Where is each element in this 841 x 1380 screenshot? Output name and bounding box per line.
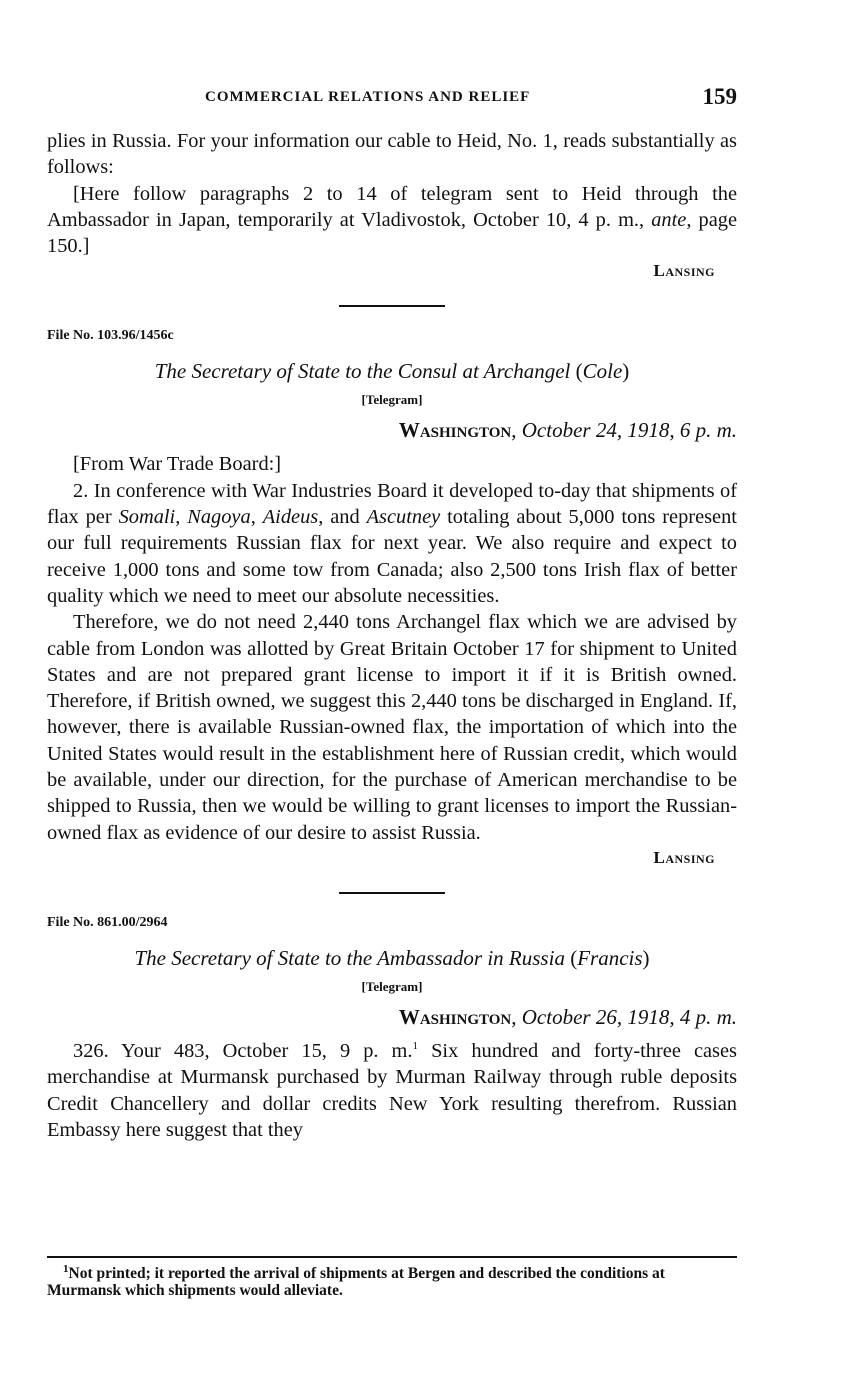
page-number: 159 bbox=[702, 84, 737, 109]
paragraph bbox=[47, 1038, 737, 1143]
title-paren: ( bbox=[575, 359, 583, 384]
paragraph-text: 326. Your 483, October 15, 9 p. m. bbox=[73, 1039, 413, 1062]
paragraph-text: totaling about 5,000 tons represent our full requirements Russian flax for next year. We also require and expect to receive 1,000 tons and some tow from Canada; also 2,500 tons Irish flax of better quality which we need to meet our absolute necessities. bbox=[47, 506, 737, 607]
footnote-marker: 1 bbox=[63, 1262, 69, 1275]
file-number: File No. 861.00/2964 bbox=[47, 914, 168, 930]
paragraph-text: 2. In conference with War Industries Board it developed to-day that shipments of flax per bbox=[47, 479, 737, 529]
dateline-date: October 26, 1918, 4 p. m. bbox=[521, 1004, 737, 1029]
dateline-place: Washington bbox=[398, 418, 512, 443]
italic-ante: ante bbox=[651, 208, 687, 231]
file-number: File No. 103.96/1456c bbox=[47, 328, 174, 344]
signature: Lansing bbox=[653, 261, 715, 281]
page-body bbox=[47, 128, 737, 1143]
dateline: Washington, October 26, 1918, 4 p. m. bbox=[398, 1004, 737, 1029]
footnote bbox=[47, 1262, 737, 1299]
footnote-text: Not printed; it reported the arrival of shipments at Bergen and described the conditions at Murmansk which shipments would alleviate. bbox=[47, 1265, 665, 1299]
ship-name: Ascutney bbox=[366, 506, 441, 529]
paragraph: plies in Russia. For your information our cable to Heid, No. 1, reads substantially as follows: bbox=[47, 130, 737, 179]
document-title bbox=[47, 358, 737, 384]
paragraph: [From War Trade Board:] bbox=[73, 453, 282, 476]
title-text: The Secretary of State to the Consul at Archangel bbox=[154, 359, 571, 384]
dateline-place: Washington bbox=[398, 1004, 512, 1029]
ship-name: Nagoya bbox=[187, 506, 251, 529]
paragraph bbox=[47, 181, 737, 260]
paragraph: 2. In conference with War Industries Board it developed to-day that shipments of flax per Somali, Nagoya, Aideus, and Ascutney totaling about 5,000 tons represent our full requirements Russian flax for next year. We also require and expect to receive 1,000 tons and some tow from Canada; also 2,500 tons Irish flax of better quality which we need to meet our absolute necessities. bbox=[47, 479, 737, 607]
footnote-divider bbox=[47, 1256, 737, 1258]
signature: Lansing bbox=[653, 847, 715, 867]
page-header bbox=[47, 84, 737, 112]
section-divider bbox=[339, 305, 445, 307]
document-type: [Telegram] bbox=[361, 392, 423, 408]
paragraph-text: , page 150.] bbox=[47, 208, 738, 258]
paragraph-text: [Here follow paragraphs 2 to 14 of telegram sent to Heid through the Ambassador in Japan, temporarily at Vladivostok, October 10, 4 p. m., bbox=[47, 182, 737, 231]
section-divider bbox=[339, 892, 445, 894]
title-paren: ) bbox=[642, 945, 650, 970]
footnote-ref: 1 bbox=[412, 1040, 419, 1053]
dateline-date: October 24, 1918, 6 p. m. bbox=[521, 418, 737, 443]
title-paren: ( bbox=[570, 945, 578, 970]
paragraph-text: and bbox=[330, 506, 360, 529]
ship-name: Somali bbox=[118, 506, 176, 529]
ship-name: Aideus bbox=[262, 506, 319, 529]
dateline: Washington, October 24, 1918, 6 p. m. bbox=[398, 418, 737, 443]
title-name: Cole bbox=[582, 359, 623, 384]
document-type: [Telegram] bbox=[361, 978, 423, 994]
title-paren: ) bbox=[622, 359, 630, 384]
title-name: Francis bbox=[577, 945, 643, 970]
title-text: The Secretary of State to the Ambassador in Russia bbox=[134, 945, 565, 970]
running-head: COMMERCIAL RELATIONS AND RELIEF bbox=[205, 89, 531, 105]
paragraph: Therefore, we do not need 2,440 tons Archangel flax which we are advised by cable from London was allotted by Great Britain October 17 for shipment to United States and are not prepared grant license to import it if it is British owned. Therefore, if British owned, we suggest this 2,440 tons be discharged in England. If, however, there is available Russian-owned flax, the importation of which into the United States would result in the establishment here of Russian credit, which would be available, under our direction, for the purchase of American merchandise to be shipped to Russia, then we would be willing to grant licenses to import the Russian-owned flax as evidence of our desire to assist Russia. bbox=[47, 611, 737, 844]
document-title bbox=[47, 945, 737, 971]
paragraph-text: Six hundred and forty-three cases merchandise at Murmansk purchased by Murman Railway through ruble deposits Credit Chancellery and dollar credits New York resulting therefrom. Russian Embassy here suggest that they bbox=[47, 1039, 737, 1141]
